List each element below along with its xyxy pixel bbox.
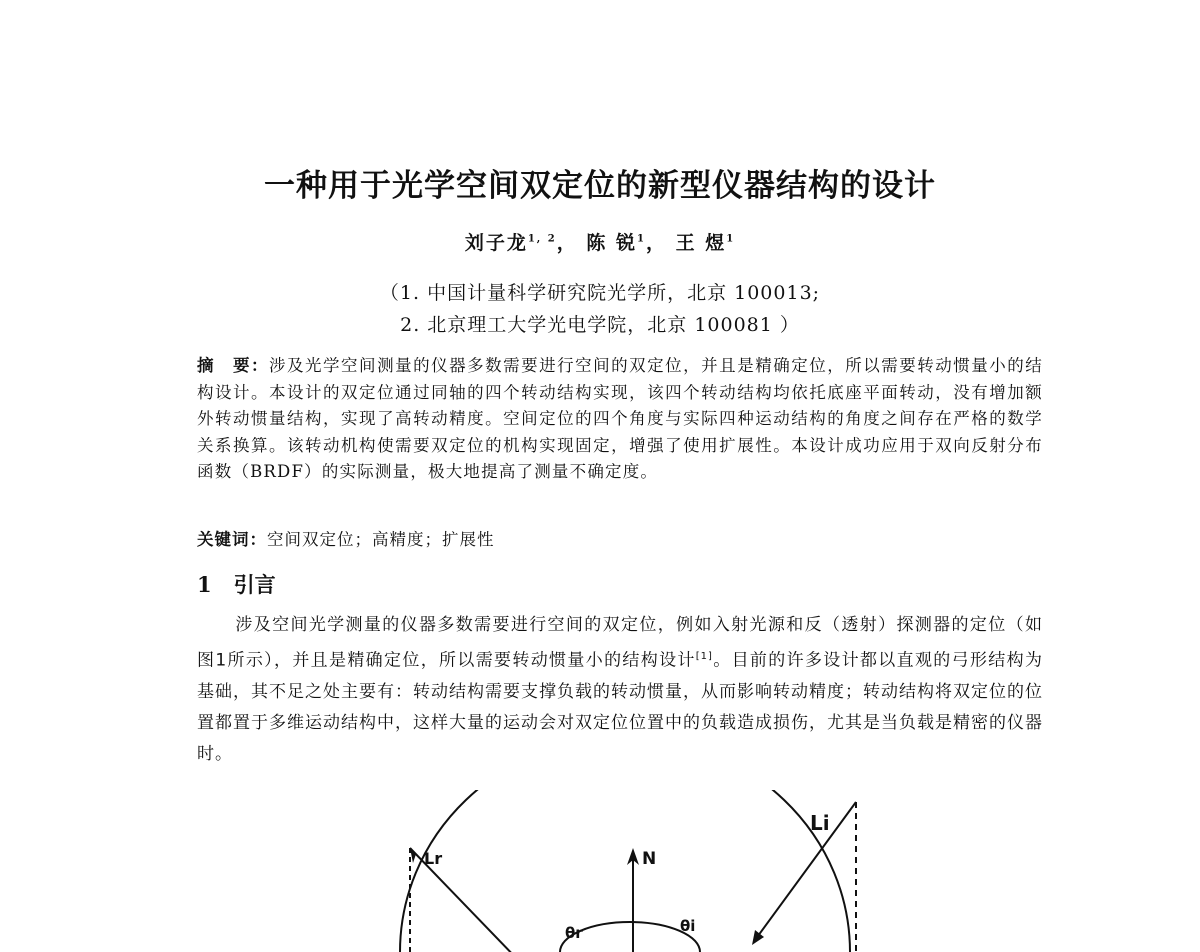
- author-name: 刘子龙: [464, 232, 528, 254]
- affiliation-line: 2. 北京理工大学光电学院，北京 100081 ）: [400, 314, 800, 336]
- abstract-label: 摘 要：: [197, 356, 270, 375]
- citation-ref[interactable]: [1]: [695, 651, 713, 662]
- abstract-text: 涉及光学空间测量的仪器多数需要进行空间的双定位，并且是精确定位，所以需要转动惯量小的结构设计。本设计的双定位通过同轴的四个转动结构实现，该四个转动结构均依托底座平面转动，没有增加额外转动惯量结构，实现了高转动精度。空间定位的四个角度与实际四种运动结构的角度之间存在严格的数学关系换算。该转动机构使需要双定位的机构实现固定，增强了使用扩展性。本设计成功应用于双向反射分布函数（BRDF）的实际测量，极大地提高了测量不确定度。: [197, 356, 1043, 481]
- theta-i-label: θi: [680, 917, 696, 935]
- author-name: 陈 锐: [586, 232, 637, 254]
- author-affiliation-mark: 1: [726, 233, 736, 245]
- abstract: [197, 353, 1043, 486]
- section-number: 1: [197, 572, 212, 597]
- author-name: 王 煜: [675, 232, 727, 254]
- outer-circle: [400, 790, 850, 952]
- keywords-text: 空间双定位；高精度；扩展性: [267, 530, 495, 549]
- intro-paragraph: [197, 610, 1043, 770]
- figure-1-diagram: [380, 790, 880, 952]
- keywords: [197, 526, 495, 550]
- theta-r-label: θr: [565, 924, 583, 942]
- keywords-label: 关键词：: [197, 530, 267, 549]
- author-list: [0, 228, 1200, 255]
- li-label: Li: [810, 811, 830, 835]
- incident-arrowhead: [752, 930, 764, 945]
- intro-text: 涉及空间光学测量的仪器多数需要进行空间的双定位，例如入射光源和反（透射）探测器的定位（如图1所示），并且是精确定位，所以需要转动惯量小的结构设计: [197, 615, 1043, 671]
- section-heading: [197, 569, 276, 599]
- intro-text: 。目前的许多设计都以直观的弓形结构为基础，其不足之处主要有：转动结构需要支撑负载的转动惯量，从而影响转动精度；转动结构将双定位的位置都置于多维运动结构中，这样大量的运动会对双定位位置中的负载造成损伤，尤其是当负载是精密的仪器时。: [197, 650, 1043, 764]
- lr-label: Lr: [424, 849, 443, 868]
- n-label: N: [642, 849, 657, 869]
- author-separator: ，: [645, 232, 667, 254]
- author-separator: ，: [556, 232, 578, 254]
- affiliation-line: （1. 中国计量科学研究院光学所，北京 100013;: [379, 282, 821, 304]
- section-title: 引言: [233, 572, 276, 597]
- paper-title: 一种用于光学空间双定位的新型仪器结构的设计: [264, 168, 936, 204]
- author-affiliation-mark: 1, 2: [527, 233, 557, 245]
- author-affiliation-mark: 1: [636, 233, 646, 245]
